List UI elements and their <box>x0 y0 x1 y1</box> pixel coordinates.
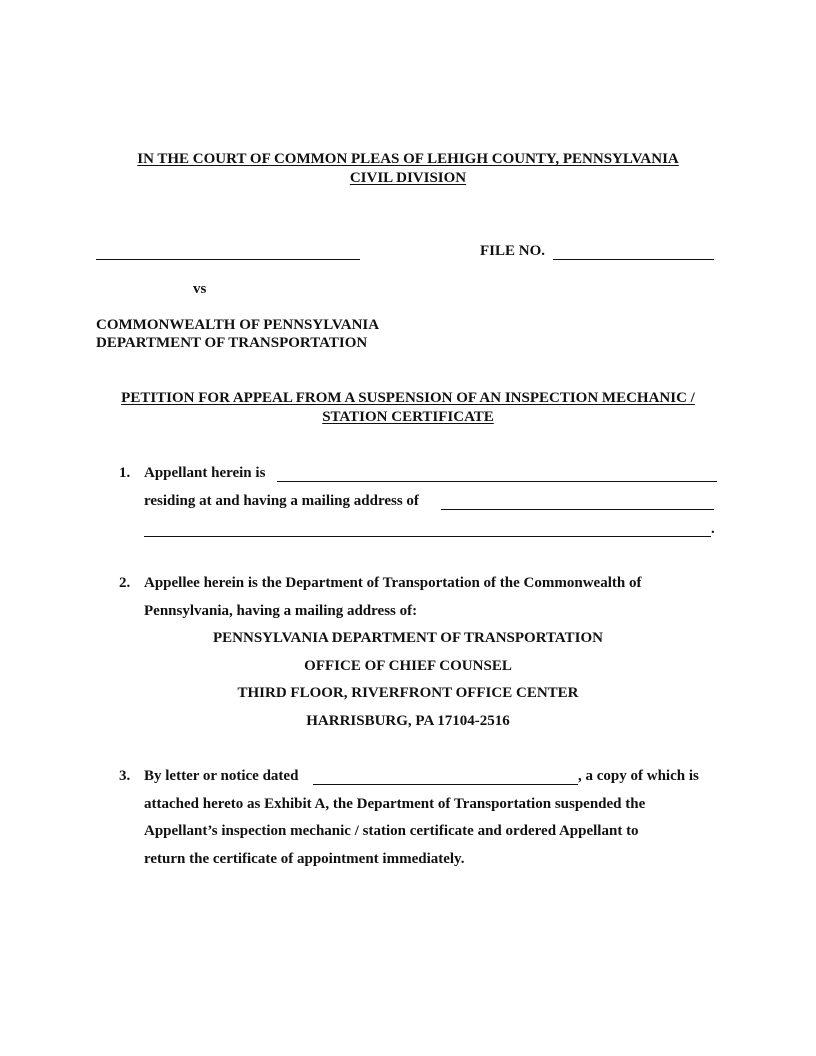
petition-title-line2: STATION CERTIFICATE <box>322 409 494 425</box>
respondent-line1: COMMONWEALTH OF PENNSYLVANIA <box>96 317 380 333</box>
paragraph-3-line1-end: , a copy of which is <box>578 768 699 784</box>
versus: vs <box>193 281 207 297</box>
paragraph-1-number: 1. <box>119 465 131 481</box>
paragraph-3-line2: attached hereto as Exhibit A, the Department of Transportation suspended the <box>144 796 646 812</box>
court-heading-line2: CIVIL DIVISION <box>349 170 467 186</box>
paragraph-1-line2: residing at and having a mailing address of <box>144 493 419 509</box>
address-line-3: THIRD FLOOR, RIVERFRONT OFFICE CENTER <box>237 685 579 701</box>
paragraph-3-line1-start: By letter or notice dated <box>144 768 299 784</box>
mailing-address-blank-2[interactable] <box>144 536 711 537</box>
file-no-blank[interactable] <box>553 259 714 260</box>
respondent-line2: DEPARTMENT OF TRANSPORTATION <box>96 335 368 351</box>
paragraph-1-period: . <box>711 521 715 537</box>
address-line-1: PENNSYLVANIA DEPARTMENT OF TRANSPORTATION <box>213 630 603 646</box>
mailing-address-blank-1[interactable] <box>441 509 714 510</box>
paragraph-2-line1: Appellee herein is the Department of Transportation of the Commonwealth of <box>144 575 642 591</box>
paragraph-2-number: 2. <box>119 575 131 591</box>
address-line-2: OFFICE OF CHIEF COUNSEL <box>304 658 512 674</box>
notice-date-blank[interactable] <box>313 784 578 785</box>
paragraph-3-number: 3. <box>119 768 131 784</box>
paragraph-3-line4: return the certificate of appointment immediately. <box>144 851 465 867</box>
appellant-name-blank[interactable] <box>96 259 360 260</box>
address-line-4: HARRISBURG, PA 17104-2516 <box>306 713 510 729</box>
appellant-blank[interactable] <box>277 481 717 482</box>
file-no-label: FILE NO. <box>480 243 546 259</box>
court-heading-line1: IN THE COURT OF COMMON PLEAS OF LEHIGH COUNTY, PENNSYLVANIA <box>137 151 679 167</box>
paragraph-3-line3: Appellant’s inspection mechanic / station certificate and ordered Appellant to <box>144 823 639 839</box>
paragraph-1-line1: Appellant herein is <box>144 465 266 481</box>
petition-title-line1: PETITION FOR APPEAL FROM A SUSPENSION OF AN INSPECTION MECHANIC / <box>121 390 695 406</box>
paragraph-2-line2: Pennsylvania, having a mailing address of: <box>144 603 418 619</box>
